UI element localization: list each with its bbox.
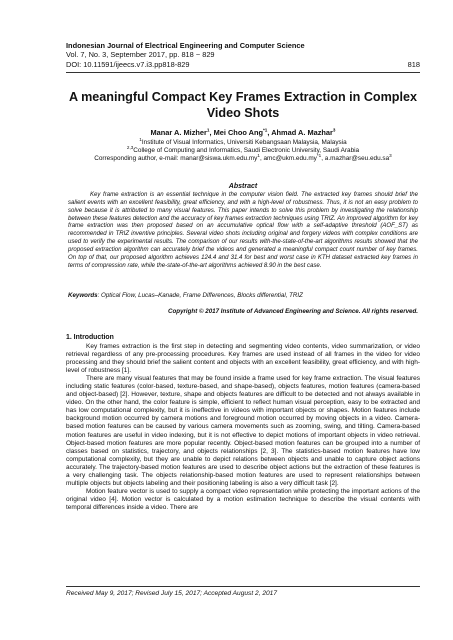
author-separator: , [267, 128, 272, 137]
copyright-notice: Copyright © 2017 Institute of Advanced Engineering and Science. All rights reserved. [168, 308, 418, 315]
header-divider [66, 72, 420, 73]
author-marker: 1 [206, 127, 210, 133]
corresponding-author [66, 155, 420, 163]
email-marker: 3 [389, 153, 392, 159]
email-link[interactable]: manar@siswa.ukm.edu.my [180, 155, 258, 163]
keywords [68, 292, 418, 300]
journal-name: Indonesian Journal of Electrical Engineering and Computer Science [66, 41, 305, 50]
affiliation-marker: 2,3 [126, 144, 134, 150]
corresponding-label: Corresponding author, e-mail: [94, 155, 181, 163]
affiliation-text: College of Computing and Informatics, Saudi Electronic University, Saudi Arabia [133, 147, 360, 155]
received-dates: Received May 9, 2017; Revised July 15, 2017; Accepted August 2, 2017 [66, 590, 278, 597]
email-marker: *1 [316, 153, 322, 159]
introduction-body [66, 343, 420, 512]
doi-row [66, 60, 420, 69]
affiliation-marker: 1 [139, 136, 142, 142]
abstract-text: Key frame extraction is an essential technique in the computer vision field. The extracted key frames should brief the salient events with an excellent feasibility, great efficiency, and with a high-level of robustness. Thus, it is not an easy problem to solve because it is attributed to many visual features. This paper intends to solve this problem by investigating the relationship between these features detection and the accuracy of key frames extraction techniques using TRIZ. An improved algorithm for key frame extraction was then proposed based on an accumulative optical flow with a self-adaptive threshold (AOF_ST) as recommended in TRIZ inventive principles. Several video shots including original and forgery videos with complex conditions are used to verify the experimental results. The comparison of our results with-the-state-of-the-art algorithms results showed that the proposed extraction algorithm can accurately brief the videos and generated a meaningful compact count number of key frames. On top of that, our proposed algorithm achieves 124.4 and 31.4 for best and worst case in KTH dataset extracted key frames in terms of compression rate, while the-state-of-the-art algorithms achieved 8.90 in the best case. [68, 192, 418, 269]
paragraph: Key frames extraction is the first step in detecting and segmenting video contents, video summarization, or video retrieval regardless of any pre-processing procedures. Key frames are used instead of all frames in the video for video processing and they should brief the salient content and objects with an excellent feasibility, great efficiency, and with high-level of robustness [1]. [66, 343, 420, 375]
abstract-heading: Abstract [228, 183, 258, 190]
author-list [66, 128, 420, 137]
email-link[interactable]: , amc@ukm.edu.my [259, 155, 317, 163]
paragraph: Motion feature vector is used to supply a compact video representation while protecting the important actions of the original video [4]. Motion vector is calculated by a motion estimation technique to describe the visual contents with temporal differences inside a video. There are [66, 487, 420, 511]
page-number: 818 [407, 59, 420, 69]
affiliations [66, 136, 420, 163]
paragraph: There are many visual features that may be found inside a frame used for key frame extraction. The visual features including static features (color-based, texture-based, and shape-based), objects features, motion features (camera-based and object-based) [2]. However, texture, shape and objects features are difficult to be detected and not always available in video. On the other hand, the color feature is simple, efficient to reflect human visual perception, easy to be extracted and has low computational complexity, but it is ineffective in videos with important objects or shapes. Motion features include background motion occurred by camera motions and foreground motion occurred by moving objects in a video. Camera-based motion features can be caused by various camera movements such as zooming, swing, and tilting. Camera-based motion features are useful in video indexing, but it is not effective to depict motions of important objects in video retrieval. Object-based motion features are more popular recently. Object-based motion features can be grouped into a number of classes based on statistics, trajectory, and objects relationships [2, 3]. The statistics-based motion features have low computational complexity, but they are unable to depict relations between objects and unable to capture object actions accurately. The trajectory-based motion features are used to describe object actions but the extraction of these features is a very challenging task. The objects relationship-based motion features are used to represent relationships between multiple objects but objects labeling and their positioning labeling is also a very difficult task [2]. [66, 375, 420, 487]
running-header [66, 41, 420, 69]
author-marker: *1 [263, 127, 268, 133]
paper-title: A meaningful Compact Key Frames Extraction in Complex Video Shots [68, 90, 418, 120]
author-separator: , [209, 128, 214, 137]
affiliation-2 [66, 144, 420, 155]
email-link[interactable]: , a.mazhar@seu.edu.sa [321, 155, 390, 163]
affiliation-1 [66, 136, 420, 147]
section-heading: 1. Introduction [66, 334, 114, 341]
doi: DOI: 10.11591/ijeecs.v7.i3.pp818-829 [66, 59, 190, 69]
author-name: Manar A. Mizher [150, 128, 207, 137]
footer-divider [66, 586, 420, 587]
email-marker: 1 [257, 153, 260, 159]
affiliation-text: Institute of Visual Informatics, Universiti Kebangsaan Malaysia, Malaysia [141, 139, 347, 146]
author-marker: 3 [332, 127, 336, 133]
journal-volume: Vol. 7, No. 3, September 2017, pp. 818 ~ 829 [66, 50, 215, 60]
keywords-label: Keywords [68, 292, 98, 299]
author-name: Mei Choo Ang [213, 128, 263, 137]
keywords-text: : Optical Flow, Lucas–Kanade, Frame Differences, Blocks differential, TRIZ [97, 292, 303, 299]
author-name: Ahmad A. Mazhar [271, 128, 333, 137]
